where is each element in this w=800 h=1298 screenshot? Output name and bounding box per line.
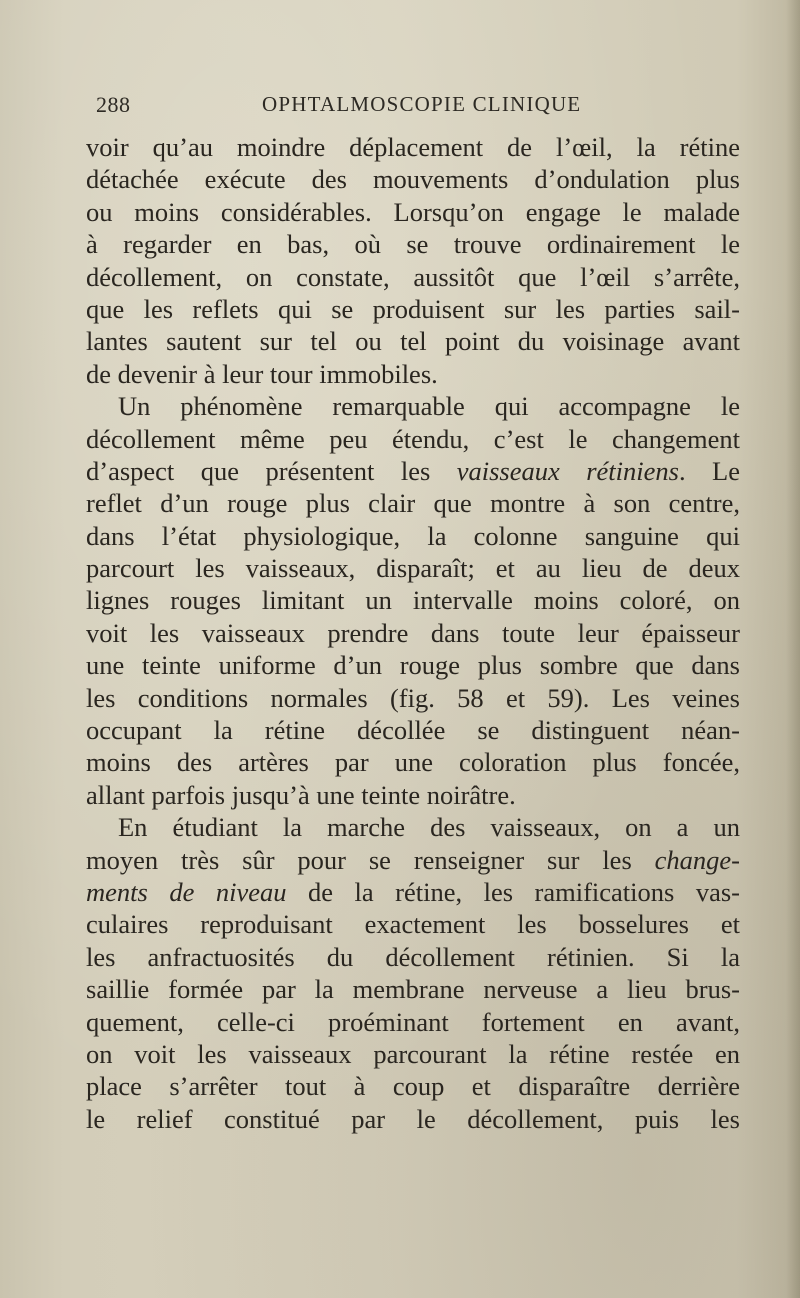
- text-line: moyen très sûr pour se renseigner sur les change-: [86, 844, 740, 875]
- text-line: décollement même peu étendu, c’est le changement: [86, 423, 740, 454]
- page-header: [96, 92, 736, 122]
- text-line: que les reflets qui se produisent sur les parties sail-: [86, 293, 740, 324]
- italic-term: ments de niveau: [86, 876, 287, 907]
- italic-term: vaisseaux rétiniens: [456, 455, 679, 486]
- text-line: quement, celle-ci proéminant fortement en avant,: [86, 1006, 740, 1037]
- text-line: le relief constitué par le décollement, puis les: [86, 1103, 740, 1134]
- body-text: [86, 131, 740, 1135]
- text-line: les conditions normales (fig. 58 et 59). Les veines: [86, 682, 740, 713]
- page-edge-shadow: [786, 0, 800, 1298]
- text-line: culaires reproduisant exactement les bosselures et: [86, 909, 740, 940]
- text-line: d’aspect que présentent les vaisseaux rétiniens. Le: [86, 455, 740, 486]
- text-line: ou moins considérables. Lorsqu’on engage le malade: [86, 196, 740, 227]
- text-line: saillie formée par la membrane nerveuse a lieu brus-: [86, 974, 740, 1005]
- text-line: ments de niveau de la rétine, les ramifications vas-: [86, 876, 740, 907]
- italic-term: change-: [654, 844, 740, 875]
- text-line: les anfractuosités du décollement rétinien. Si la: [86, 941, 740, 972]
- text-line: parcourt les vaisseaux, disparaît; et au lieu de deux: [86, 553, 740, 584]
- text-line: dans l’état physiologique, la colonne sanguine qui: [86, 520, 740, 551]
- text-line: on voit les vaisseaux parcourant la rétine restée en: [86, 1038, 740, 1069]
- text-line: place s’arrêter tout à coup et disparaître derrière: [86, 1071, 740, 1102]
- paragraph-end-line: allant parfois jusqu’à une teinte noirâtre.: [86, 779, 516, 810]
- text-line: une teinte uniforme d’un rouge plus sombre que dans: [86, 650, 740, 681]
- text-line: lantes sautent sur tel ou tel point du voisinage avant: [86, 326, 740, 357]
- text-line: décollement, on constate, aussitôt que l’œil s’arrête,: [86, 261, 740, 292]
- text-line: moins des artères par une coloration plus foncée,: [86, 747, 740, 778]
- paragraph-end-line: de devenir à leur tour immobiles.: [86, 358, 438, 389]
- text-line: voir qu’au moindre déplacement de l’œil, la rétine: [86, 132, 740, 162]
- text-line: voit les vaisseaux prendre dans toute leur épaisseur: [86, 617, 740, 648]
- running-head: OPHTALMOSCOPIE CLINIQUE: [262, 92, 582, 116]
- text-line: lignes rouges limitant un intervalle moins coloré, on: [86, 585, 740, 616]
- paragraph-start-line: Un phénomène remarquable qui accompagne le: [118, 391, 740, 422]
- text-line: occupant la rétine décollée se distinguent néan-: [86, 715, 740, 746]
- text-line: détachée exécute des mouvements d’ondulation plus: [86, 164, 740, 195]
- paragraph-start-line: En étudiant la marche des vaisseaux, on a un: [118, 812, 740, 843]
- page-number: 288: [96, 92, 131, 117]
- text-line: à regarder en bas, où se trouve ordinairement le: [86, 229, 740, 260]
- text-line: reflet d’un rouge plus clair que montre à son centre,: [86, 488, 740, 519]
